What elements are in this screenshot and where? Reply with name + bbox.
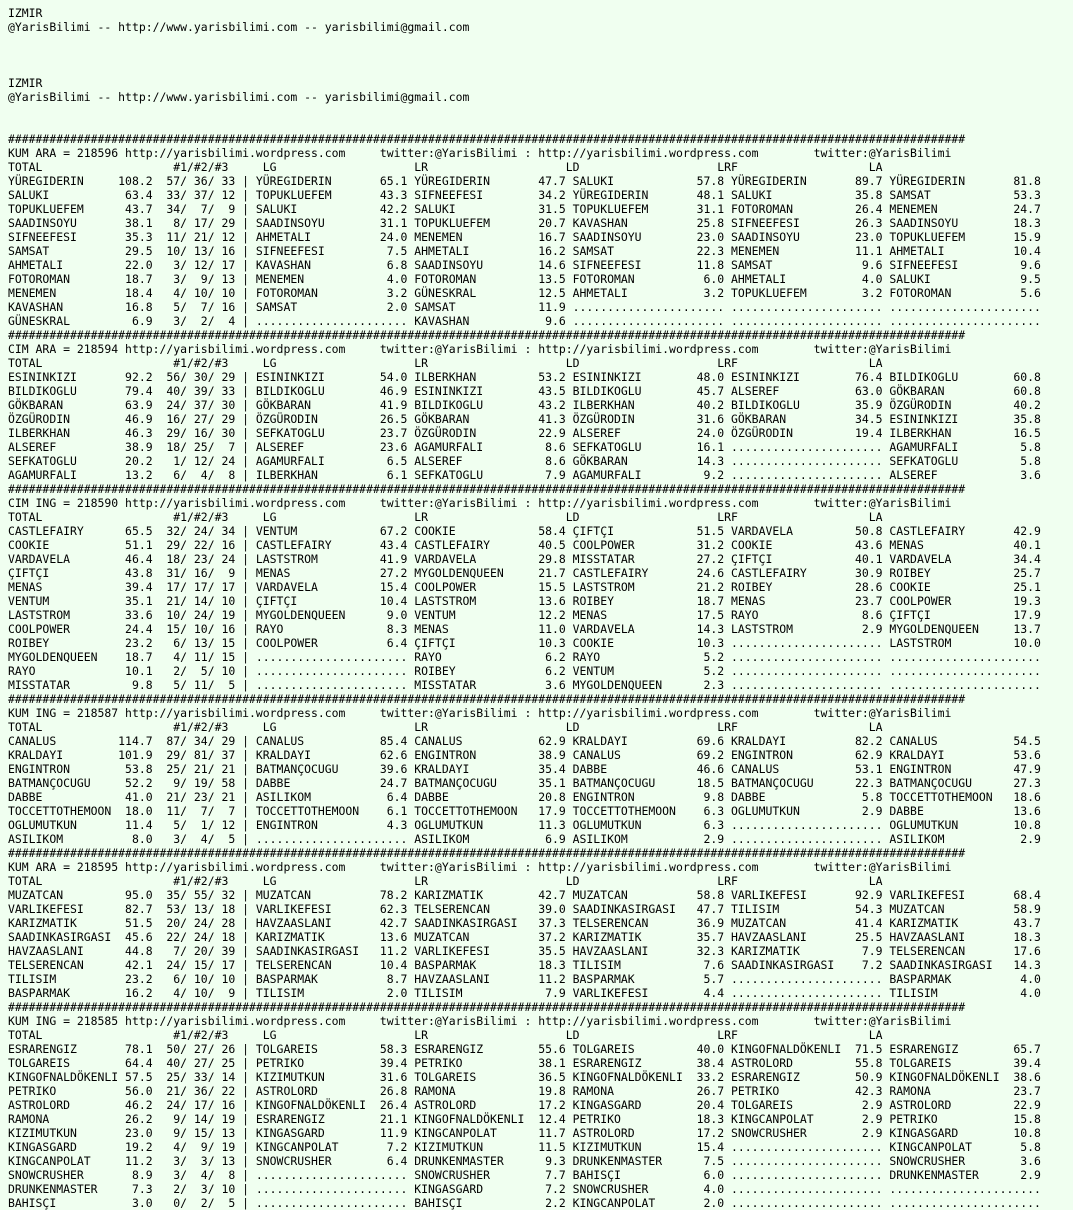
column-header: TOTAL #1/#2/#3 LG LR LD LRF LA: [8, 874, 883, 888]
spacer: [8, 34, 1073, 48]
table-row: GÖKBARAN 63.9 24/ 37/ 30 | GÖKBARAN 41.9 BILDIKOGLU 43.2 ILBERKHAN 40.2 BILDIKOGLU 35.9 ÖZGÜRODIN 40.2: [8, 398, 1041, 412]
table-row: KAVASHAN 16.8 5/ 7/ 16 | SAMSAT 2.0 SAMSAT 11.9 ...................... ...................... ......................: [8, 300, 1041, 314]
table-row: SAADINSOYU 38.1 8/ 17/ 29 | SAADINSOYU 31.1 TOPUKLUEFEM 20.7 KAVASHAN 25.8 SIFNEEFESI 26.3 SAADINSOYU 18.3: [8, 216, 1041, 230]
table-row: COOKIE 51.1 29/ 22/ 16 | CASTLEFAIRY 43.4 CASTLEFAIRY 40.5 COOLPOWER 31.2 COOKIE 43.6 MENAS 40.1: [8, 538, 1041, 552]
table-row: TELSERENCAN 42.1 24/ 15/ 17 | TELSERENCAN 10.4 BASPARMAK 18.3 TILISIM 7.6 SAADINKASIRGASI 7.2 SAADINKASIRGASI 14.3: [8, 958, 1041, 972]
table-row: YÜREGIDERIN 108.2 57/ 36/ 33 | YÜREGIDERIN 65.1 YÜREGIDERIN 47.7 SALUKI 57.8 YÜREGIDERIN 89.7 YÜREGIDERIN 81.8: [8, 174, 1041, 188]
table-row: ALSEREF 38.9 18/ 25/ 7 | ALSEREF 23.6 AGAMURFALI 8.6 SEFKATOGLU 16.1 ...................... AGAMURFALI 5.8: [8, 440, 1041, 454]
table-row: ESRARENGIZ 78.1 50/ 27/ 26 | TOLGAREIS 58.3 ESRARENGIZ 55.6 TOLGAREIS 40.0 KINGOFNALDÖKENLI 71.5 ESRARENGIZ 65.7: [8, 1042, 1041, 1056]
table-row: KINGCANPOLAT 11.2 3/ 3/ 13 | SNOWCRUSHER 6.4 DRUNKENMASTER 9.3 DRUNKENMASTER 7.5 ...................... SNOWCRUSHER 3.6: [8, 1154, 1041, 1168]
column-header: TOTAL #1/#2/#3 LG LR LD LRF LA: [8, 510, 883, 524]
table-row: SALUKI 63.4 33/ 37/ 12 | TOPUKLUEFEM 43.3 SIFNEEFESI 34.2 YÜREGIDERIN 48.1 SALUKI 35.8 SAMSAT 53.3: [8, 188, 1041, 202]
table-row: RAMONA 26.2 9/ 14/ 19 | ESRARENGIZ 21.1 KINGOFNALDÖKENLI 12.4 PETRIKO 18.3 KINGCANPOLAT 2.9 PETRIKO 15.8: [8, 1112, 1041, 1126]
table-row: SEFKATOGLU 20.2 1/ 12/ 24 | AGAMURFALI 6.5 ALSEREF 8.6 GÖKBARAN 14.3 ...................... SEFKATOGLU 5.8: [8, 454, 1041, 468]
table-row: VENTUM 35.1 21/ 14/ 10 | ÇIFTÇI 10.4 LASTSTROM 13.6 ROIBEY 18.7 MENAS 23.7 COOLPOWER 19.3: [8, 594, 1041, 608]
table-row: CASTLEFAIRY 65.5 32/ 24/ 34 | VENTUM 67.2 COOKIE 58.4 ÇIFTÇI 51.5 VARDAVELA 50.8 CASTLEFAIRY 42.9: [8, 524, 1041, 538]
table-row: SAADINKASIRGASI 45.6 22/ 24/ 18 | KARIZMATIK 13.6 MUZATCAN 37.2 KARIZMATIK 35.7 HAVZAASLANI 25.5 HAVZAASLANI 18.3: [8, 930, 1041, 944]
table-row: ESININKIZI 92.2 56/ 30/ 29 | ESININKIZI 54.0 ILBERKHAN 53.2 ESININKIZI 48.0 ESININKIZI 76.4 BILDIKOGLU 60.8: [8, 370, 1041, 384]
table-row: MISSTATAR 9.8 5/ 11/ 5 | ...................... MISSTATAR 3.6 MYGOLDENQUEEN 2.3 ...................... ......................: [8, 678, 1041, 692]
spacer: [8, 48, 1073, 62]
table-row: MENAS 39.4 17/ 17/ 17 | VARDAVELA 15.4 COOLPOWER 15.5 LASTSTROM 21.2 ROIBEY 28.6 COOKIE 25.1: [8, 580, 1041, 594]
table-row: KIZIMUTKUN 23.0 9/ 15/ 13 | KINGASGARD 11.9 KINGCANPOLAT 11.7 ASTROLORD 17.2 SNOWCRUSHER 2.9 KINGASGARD 10.8: [8, 1126, 1041, 1140]
table-row: TILISIM 23.2 6/ 10/ 10 | BASPARMAK 8.7 HAVZAASLANI 11.2 BASPARMAK 5.7 ...................... BASPARMAK 4.0: [8, 972, 1041, 986]
race-section: [8, 1000, 1073, 1210]
spacer: [8, 104, 1073, 118]
table-row: KRALDAYI 101.9 29/ 81/ 37 | KRALDAYI 62.6 ENGINTRON 38.9 CANALUS 69.2 ENGINTRON 62.9 KRALDAYI 53.6: [8, 748, 1041, 762]
table-row: SNOWCRUSHER 8.9 3/ 4/ 8 | ...................... SNOWCRUSHER 7.7 BAHISÇI 6.0 ...................... DRUNKENMASTER 2.9: [8, 1168, 1041, 1182]
table-row: LASTSTROM 33.6 10/ 24/ 19 | MYGOLDENQUEEN 9.0 VENTUM 12.2 MENAS 17.5 RAYO 8.6 ÇIFTÇI 17.9: [8, 608, 1041, 622]
column-header: TOTAL #1/#2/#3 LG LR LD LRF LA: [8, 160, 883, 174]
contact-line: @YarisBilimi -- http://www.yarisbilimi.com -- yarisbilimi@gmail.com: [8, 20, 470, 34]
table-row: DRUNKENMASTER 7.3 2/ 3/ 10 | ...................... KINGASGARD 7.2 SNOWCRUSHER 4.0 ...................... ......................: [8, 1182, 1041, 1196]
spacer: [8, 118, 1073, 132]
race-title: KUM ING = 218587 http://yarisbilimi.wordpress.com twitter:@YarisBilimi : http://yarisbilimi.wordpress.com twitter:@YarisBilimi: [8, 706, 952, 720]
section-separator: ###########################################################################################################################################: [8, 1000, 966, 1014]
table-row: MYGOLDENQUEEN 18.7 4/ 11/ 15 | ...................... RAYO 6.2 RAYO 5.2 ...................... ......................: [8, 650, 1041, 664]
section-separator: ###########################################################################################################################################: [8, 132, 966, 146]
table-row: BATMANÇOCUGU 52.2 9/ 19/ 58 | DABBE 24.7 BATMANÇOCUGU 35.1 BATMANÇOCUGU 18.5 BATMANÇOCUGU 22.3 BATMANÇOCUGU 27.3: [8, 776, 1041, 790]
table-row: MENEMEN 18.4 4/ 10/ 10 | FOTOROMAN 3.2 GÜNESKRAL 12.5 AHMETALI 3.2 TOPUKLUEFEM 3.2 FOTOROMAN 5.6: [8, 286, 1041, 300]
race-section: [8, 328, 1073, 482]
table-row: ASILIKOM 8.0 3/ 4/ 5 | ...................... ASILIKOM 6.9 ASILIKOM 2.9 ...................... ASILIKOM 2.9: [8, 832, 1041, 846]
race-title: KUM ARA = 218596 http://yarisbilimi.wordpress.com twitter:@YarisBilimi : http://yarisbilimi.wordpress.com twitter:@YarisBilimi: [8, 146, 952, 160]
race-title: KUM ARA = 218595 http://yarisbilimi.wordpress.com twitter:@YarisBilimi : http://yarisbilimi.wordpress.com twitter:@YarisBilimi: [8, 860, 952, 874]
city-title-repeat: IZMIR: [8, 76, 43, 90]
table-row: PETRIKO 56.0 21/ 36/ 22 | ASTROLORD 26.8 RAMONA 19.8 RAMONA 26.7 PETRIKO 42.3 RAMONA 23.7: [8, 1084, 1041, 1098]
table-row: TOLGAREIS 64.4 40/ 27/ 25 | PETRIKO 39.4 PETRIKO 38.1 ESRARENGIZ 38.4 ASTROLORD 55.8 TOLGAREIS 39.4: [8, 1056, 1041, 1070]
race-section: [8, 482, 1073, 692]
table-row: KARIZMATIK 51.5 20/ 24/ 28 | HAVZAASLANI 42.7 SAADINKASIRGASI 37.3 TELSERENCAN 36.9 MUZATCAN 41.4 KARIZMATIK 43.7: [8, 916, 1041, 930]
table-row: ÖZGÜRODIN 46.9 16/ 27/ 29 | ÖZGÜRODIN 26.5 GÖKBARAN 41.3 ÖZGÜRODIN 31.6 GÖKBARAN 34.5 ESININKIZI 35.8: [8, 412, 1041, 426]
section-separator: ###########################################################################################################################################: [8, 692, 966, 706]
table-row: AHMETALI 22.0 3/ 12/ 17 | KAVASHAN 6.8 SAADINSOYU 14.6 SIFNEEFESI 11.8 SAMSAT 9.6 SIFNEEFESI 9.6: [8, 258, 1041, 272]
table-row: KINGASGARD 19.2 4/ 9/ 19 | KINGCANPOLAT 7.2 KIZIMUTKUN 11.5 KIZIMUTKUN 15.4 ...................... KINGCANPOLAT 5.8: [8, 1140, 1041, 1154]
table-row: FOTOROMAN 18.7 3/ 9/ 13 | MENEMEN 4.0 FOTOROMAN 13.5 FOTOROMAN 6.0 AHMETALI 4.0 SALUKI 9.5: [8, 272, 1041, 286]
table-row: BASPARMAK 16.2 4/ 10/ 9 | TILISIM 2.0 TILISIM 7.9 VARLIKEFESI 4.4 ...................... TILISIM 4.0: [8, 986, 1041, 1000]
table-row: VARLIKEFESI 82.7 53/ 13/ 18 | VARLIKEFESI 62.3 TELSERENCAN 39.0 SAADINKASIRGASI 47.7 TILISIM 54.3 MUZATCAN 58.9: [8, 902, 1041, 916]
table-row: OGLUMUTKUN 11.4 5/ 1/ 12 | ENGINTRON 4.3 OGLUMUTKUN 11.3 OGLUMUTKUN 6.3 ...................... OGLUMUTKUN 10.8: [8, 818, 1041, 832]
table-row: AGAMURFALI 13.2 6/ 4/ 8 | ILBERKHAN 6.1 SEFKATOGLU 7.9 AGAMURFALI 9.2 ...................... ALSEREF 3.6: [8, 468, 1041, 482]
section-separator: ###########################################################################################################################################: [8, 328, 966, 342]
table-row: CANALUS 114.7 87/ 34/ 29 | CANALUS 85.4 CANALUS 62.9 KRALDAYI 69.6 KRALDAYI 82.2 CANALUS 54.5: [8, 734, 1041, 748]
table-row: BILDIKOGLU 79.4 40/ 39/ 33 | BILDIKOGLU 46.9 ESININKIZI 43.5 BILDIKOGLU 45.7 ALSEREF 63.0 GÖKBARAN 60.8: [8, 384, 1041, 398]
table-row: SIFNEEFESI 35.3 11/ 21/ 12 | AHMETALI 24.0 MENEMEN 16.7 SAADINSOYU 23.0 SAADINSOYU 23.0 TOPUKLUEFEM 15.9: [8, 230, 1041, 244]
table-row: SAMSAT 29.5 10/ 13/ 16 | SIFNEEFESI 7.5 AHMETALI 16.2 SAMSAT 22.3 MENEMEN 11.1 AHMETALI 10.4: [8, 244, 1041, 258]
table-row: COOLPOWER 24.4 15/ 10/ 16 | RAYO 8.3 MENAS 11.0 VARDAVELA 14.3 LASTSTROM 2.9 MYGOLDENQUEEN 13.7: [8, 622, 1041, 636]
section-separator: ###########################################################################################################################################: [8, 846, 966, 860]
table-row: ASTROLORD 46.2 24/ 17/ 16 | KINGOFNALDÖKENLI 26.4 ASTROLORD 17.2 KINGASGARD 20.4 TOLGAREIS 2.9 ASTROLORD 22.9: [8, 1098, 1041, 1112]
race-sections: [8, 132, 1073, 1210]
table-row: HAVZAASLANI 44.8 7/ 20/ 39 | SAADINKASIRGASI 11.2 VARLIKEFESI 35.5 HAVZAASLANI 32.3 KARIZMATIK 7.9 TELSERENCAN 17.6: [8, 944, 1041, 958]
race-section: [8, 846, 1073, 1000]
table-row: TOCCETTOTHEMOON 18.0 11/ 7/ 7 | TOCCETTOTHEMOON 6.1 TOCCETTOTHEMOON 17.9 TOCCETTOTHEMOON 6.3 OGLUMUTKUN 2.9 DABBE 13.6: [8, 804, 1041, 818]
contact-line-repeat: @YarisBilimi -- http://www.yarisbilimi.com -- yarisbilimi@gmail.com: [8, 90, 470, 104]
table-row: MUZATCAN 95.0 35/ 55/ 32 | MUZATCAN 78.2 KARIZMATIK 42.7 MUZATCAN 58.8 VARLIKEFESI 92.9 VARLIKEFESI 68.4: [8, 888, 1041, 902]
race-title: CIM ING = 218590 http://yarisbilimi.wordpress.com twitter:@YarisBilimi : http://yarisbilimi.wordpress.com twitter:@YarisBilimi: [8, 496, 952, 510]
table-row: KINGOFNALDÖKENLI 57.5 25/ 33/ 14 | KIZIMUTKUN 31.6 TOLGAREIS 36.5 KINGOFNALDÖKENLI 33.2 ESRARENGIZ 50.9 KINGOFNALDÖKENLI 38.6: [8, 1070, 1041, 1084]
table-row: VARDAVELA 46.4 18/ 23/ 24 | LASTSTROM 41.9 VARDAVELA 29.8 MISSTATAR 27.2 ÇIFTÇI 40.1 VARDAVELA 34.4: [8, 552, 1041, 566]
race-title: CIM ARA = 218594 http://yarisbilimi.wordpress.com twitter:@YarisBilimi : http://yarisbilimi.wordpress.com twitter:@YarisBilimi: [8, 342, 952, 356]
table-row: GÜNESKRAL 6.9 3/ 2/ 4 | ...................... KAVASHAN 9.6 ...................... ...................... ......................: [8, 314, 1041, 328]
table-row: RAYO 10.1 2/ 5/ 10 | ...................... ROIBEY 6.2 VENTUM 5.2 ...................... ......................: [8, 664, 1041, 678]
table-row: BAHISÇI 3.0 0/ 2/ 5 | ...................... BAHISÇI 2.2 KINGCANPOLAT 2.0 ...................... ......................: [8, 1196, 1041, 1210]
table-row: DABBE 41.0 21/ 23/ 21 | ASILIKOM 6.4 DABBE 20.8 ENGINTRON 9.8 DABBE 5.8 TOCCETTOTHEMOON 18.6: [8, 790, 1041, 804]
column-header: TOTAL #1/#2/#3 LG LR LD LRF LA: [8, 720, 883, 734]
race-section: [8, 132, 1073, 328]
table-row: ENGINTRON 53.8 25/ 21/ 21 | BATMANÇOCUGU 39.6 KRALDAYI 35.4 DABBE 46.6 CANALUS 53.1 ENGINTRON 47.9: [8, 762, 1041, 776]
table-row: ILBERKHAN 46.3 29/ 16/ 30 | SEFKATOGLU 23.7 ÖZGÜRODIN 22.9 ALSEREF 24.0 ÖZGÜRODIN 19.4 ILBERKHAN 16.5: [8, 426, 1041, 440]
table-row: ÇIFTÇI 43.8 31/ 16/ 9 | MENAS 27.2 MYGOLDENQUEEN 21.7 CASTLEFAIRY 24.6 CASTLEFAIRY 30.9 ROIBEY 25.7: [8, 566, 1041, 580]
table-row: TOPUKLUEFEM 43.7 34/ 7/ 9 | SALUKI 42.2 SALUKI 31.5 TOPUKLUEFEM 31.1 FOTOROMAN 26.4 MENEMEN 24.7: [8, 202, 1041, 216]
race-section: [8, 692, 1073, 846]
table-row: ROIBEY 23.2 6/ 13/ 15 | COOLPOWER 6.4 ÇIFTÇI 10.3 COOKIE 10.3 ...................... LASTSTROM 10.0: [8, 636, 1041, 650]
column-header: TOTAL #1/#2/#3 LG LR LD LRF LA: [8, 1028, 883, 1042]
city-title: IZMIR: [8, 6, 43, 20]
race-title: KUM ING = 218585 http://yarisbilimi.wordpress.com twitter:@YarisBilimi : http://yarisbilimi.wordpress.com twitter:@YarisBilimi: [8, 1014, 952, 1028]
spacer: [8, 62, 1073, 76]
section-separator: ###########################################################################################################################################: [8, 482, 966, 496]
column-header: TOTAL #1/#2/#3 LG LR LD LRF LA: [8, 356, 883, 370]
